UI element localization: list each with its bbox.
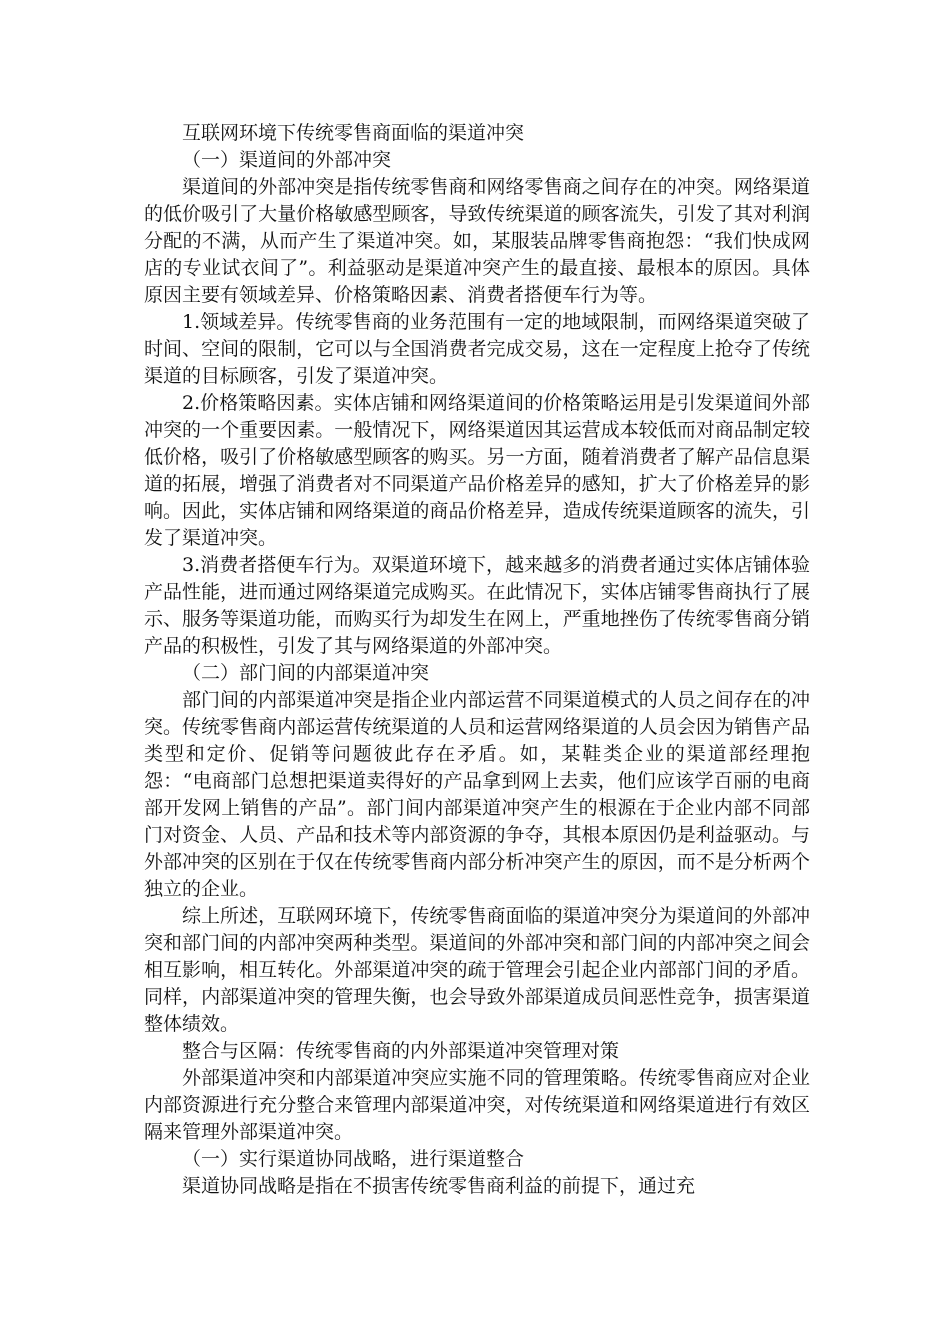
paragraph: 3.消费者搭便车行为。双渠道环境下，越来越多的消费者通过实体店铺体验产品性能，进而通过网络渠道完成购买。在此情况下，实体店铺零售商执行了展示、服务等渠道功能，而购买行为却发生在网上，严重地挫伤了传统零售商分销产品的积极性，引发了其与网络渠道的外部冲突。 <box>144 554 810 657</box>
paragraph: 部门间的内部渠道冲突是指企业内部运营不同渠道模式的人员之间存在的冲突。传统零售商内部运营传统渠道的人员和运营网络渠道的人员会因为销售产品类型和定价、促销等问题彼此存在矛盾。如，某鞋类企业的渠道部经理抱怨：“电商部门总想把渠道卖得好的产品拿到网上去卖，他们应该学百丽的电商部开发网上销售的产品”。部门间内部渠道冲突产生的根源在于企业内部不同部门对资金、人员、产品和技术等内部资源的争夺，其根本原因仍是利益驱动。与外部冲突的区别在于仅在传统零售商内部分析冲突产生的原因，而不是分析两个独立的企业。 <box>144 689 810 900</box>
paragraph: 综上所述，互联网环境下，传统零售商面临的渠道冲突分为渠道间的外部冲突和部门间的内部冲突两种类型。渠道间的外部冲突和部门间的内部冲突之间会相互影响，相互转化。外部渠道冲突的疏于管理会引起企业内部部门间的矛盾。同样，内部渠道冲突的管理失衡，也会导致外部渠道成员间恶性竞争，损害渠道整体绩效。 <box>144 905 810 1035</box>
paragraph: 1.领域差异。传统零售商的业务范围有一定的地域限制，而网络渠道突破了时间、空间的限制，它可以与全国消费者完成交易，这在一定程度上抢夺了传统渠道的目标顾客，引发了渠道冲突。 <box>144 311 810 387</box>
section-heading-channel-integration: （一）实行渠道协同战略，进行渠道整合 <box>182 1148 525 1170</box>
paragraph: 渠道间的外部冲突是指传统零售商和网络零售商之间存在的冲突。网络渠道的低价吸引了大量价格敏感型顾客，导致传统渠道的顾客流失，引发了其对利润分配的不满，从而产生了渠道冲突。如，某服装品牌零售商抱怨：“我们快成网店的专业试衣间了”。利益驱动是渠道冲突产生的最直接、最根本的原因。具体原因主要有领域差异、价格策略因素、消费者搭便车行为等。 <box>144 176 810 306</box>
section-heading-management: 整合与区隔：传统零售商的内外部渠道冲突管理对策 <box>182 1040 620 1062</box>
document-body <box>144 120 810 1200</box>
section-heading-external-conflict: （一）渠道间的外部冲突 <box>182 149 392 171</box>
paragraph: 2.价格策略因素。实体店铺和网络渠道间的价格策略运用是引发渠道间外部冲突的一个重要因素。一般情况下，网络渠道因其运营成本较低而对商品制定较低价格，吸引了价格敏感型顾客的购买。另一方面，随着消费者了解产品信息渠道的拓展，增强了消费者对不同渠道产品价格差异的感知，扩大了价格差异的影响。因此，实体店铺和网络渠道的商品价格差异，造成传统渠道顾客的流失，引发了渠道冲突。 <box>144 392 810 549</box>
paragraph: 渠道协同战略是指在不损害传统零售商利益的前提下，通过充 <box>182 1175 696 1197</box>
section-heading-internal-conflict: （二）部门间的内部渠道冲突 <box>182 662 430 684</box>
document-title: 互联网环境下传统零售商面临的渠道冲突 <box>182 122 525 144</box>
paragraph: 外部渠道冲突和内部渠道冲突应实施不同的管理策略。传统零售商应对企业内部资源进行充分整合来管理内部渠道冲突，对传统渠道和网络渠道进行有效区隔来管理外部渠道冲突。 <box>144 1067 810 1143</box>
